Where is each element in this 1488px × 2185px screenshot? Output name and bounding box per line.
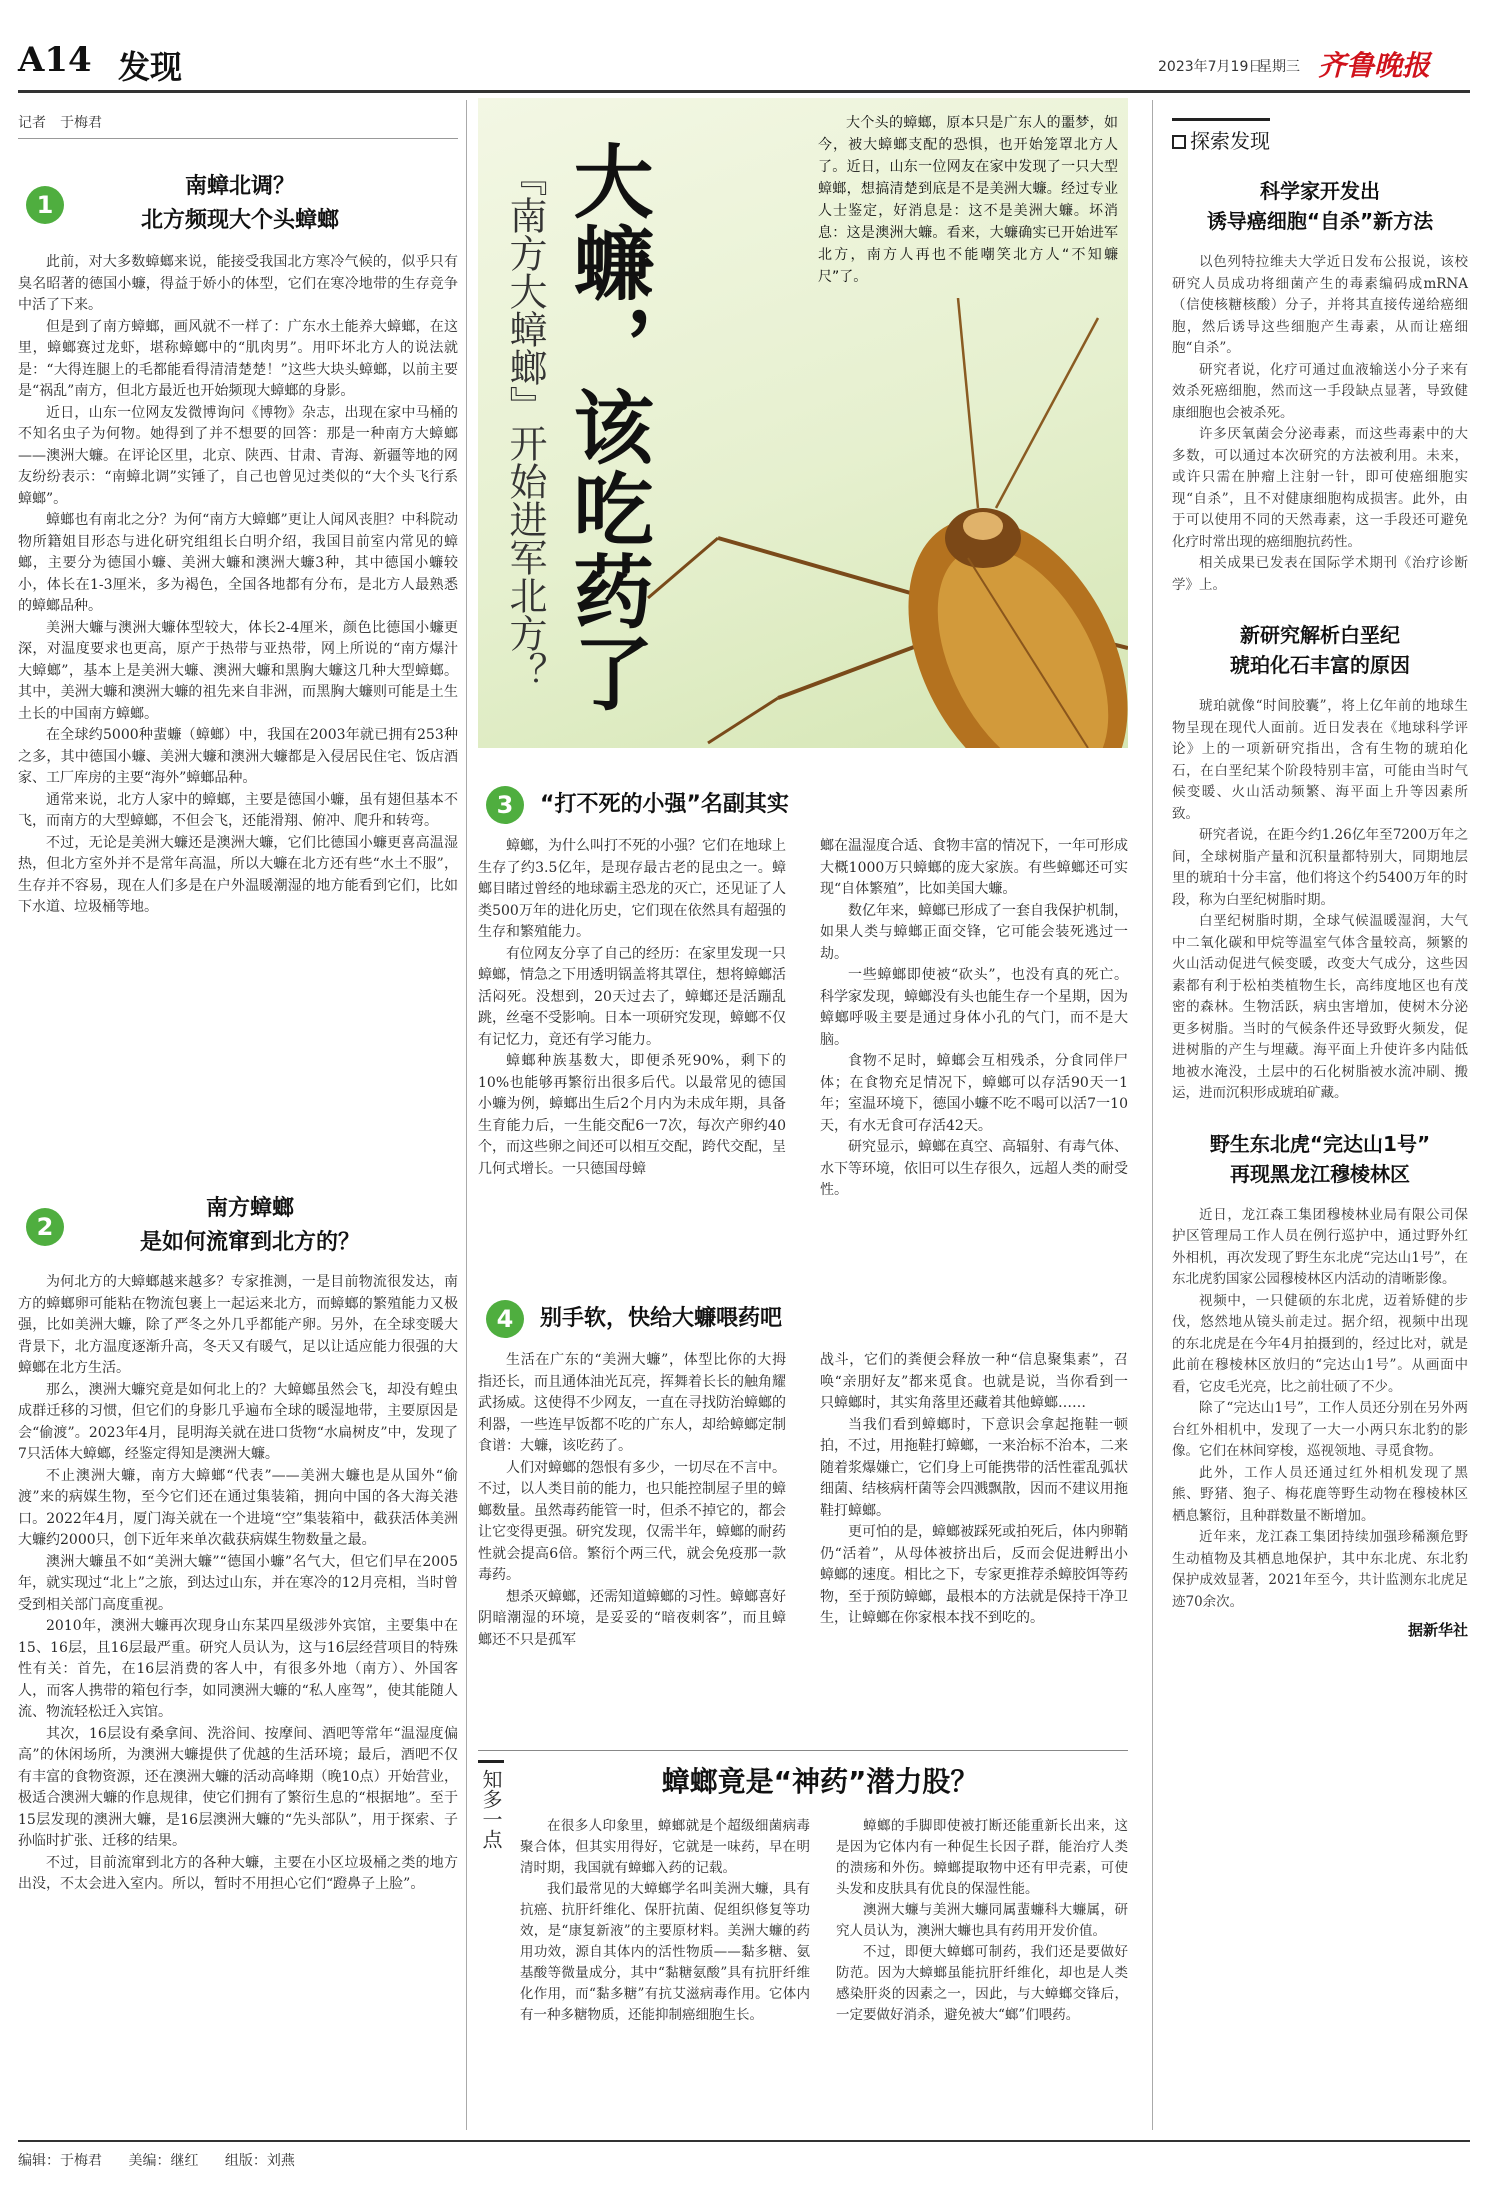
paragraph: 蟑螂的手脚即使被打断还能重新长出来，这是因为它体内有一种促生长因子群，能治疗人类的溃疡和外伤。蟑螂提取物中还有甲壳素，可使头发和皮肤具有优良的保湿性能。 (836, 1818, 1128, 1897)
paragraph: 但是到了南方蟑螂，画风就不一样了：广东水土能养大蟑螂，在这里，蟑螂赛过龙虾，堪称蟑螂中的“肌肉男”。用吓坏北方人的说法就是：“大得连腿上的毛都能看得清清楚楚！”这些大块头蟑螂，以前主要是“祸乱”南方，但北方最近也开始频现大蟑螂的身影。 (18, 318, 458, 399)
paragraph: 通常来说，北方人家中的蟑螂，主要是德国小蠊，虽有翅但基本不飞，而南方的大型蟑螂，不但会飞，还能滑翔、俯冲、爬升和转弯。 (18, 791, 458, 829)
paragraph: 蟑螂种族基数大，即便杀死90%，剩下的10%也能够再繁衍出很多后代。以最常见的德国小蠊为例，蟑螂出生后2个月内为未成年期，具备生育能力后，一生能交配6一7次，每次产卵约40个，而这些卵之间还可以相互交配，跨代交配，呈几何式增长。一只德国母蟑 (478, 1053, 786, 1177)
paragraph: 不过，即便大蟑螂可制药，我们还是要做好防范。因为大蟑螂虽能抗肝纤维化，却也是人类感染肝炎的因素之一，因此，与大蟑螂交锋后，一定要做好消杀，避免被大“螂”们喂药。 (836, 1944, 1128, 2023)
paragraph: 视频中，一只健硕的东北虎，迈着矫健的步伐，悠然地从镜头前走过。据介绍，视频中出现的东北虎是在今年4月拍摄到的，经过比对，就是此前在穆棱林区放归的“完达山1号”。从画面中看，它皮毛光亮，比之前壮硕了不少。 (1172, 1292, 1468, 1395)
paragraph: 近日，龙江森工集团穆棱林业局有限公司保护区管理局工作人员在例行巡护中，通过野外红外相机，再次发现了野生东北虎“完达山1号”，在东北虎豹国家公园穆棱林区内活动的清晰影像。 (1172, 1206, 1468, 1287)
issue-weekday: 星期三 (1258, 59, 1300, 75)
byline: 记者 于梅君 (18, 115, 102, 131)
footer (18, 2150, 295, 2170)
zhiduo-top-rule (478, 1750, 1128, 1751)
article-2-title-line1: 新研究解析白垩纪 (1240, 623, 1400, 647)
masthead (18, 40, 1470, 86)
paragraph: 蟑螂，为什么叫打不死的小强？它们在地球上生存了约3.5亿年，是现存最古老的昆虫之一。蟑螂目睹过曾经的地球霸主恐龙的灭亡，还见证了人类500万年的进化历史，它们现在依然具有超强的生存和繁殖能力。 (478, 838, 786, 940)
byline-rule (18, 138, 458, 139)
paragraph: 研究者说，在距今约1.26亿年至7200万年之间，全球树脂产量和沉积量都特别大，同期地层里的琥珀十分丰富，他们将这个约5400万年的时段，称为白垩纪树脂时期。 (1172, 827, 1468, 908)
zhiduo-col-b (836, 1816, 1128, 2026)
paragraph: 澳洲大蠊与美洲大蠊同属蜚蠊科大蠊属，研究人员认为，澳洲大蠊也具有药用开发价值。 (836, 1902, 1128, 1939)
paragraph: 研究显示，蟑螂在真空、高辐射、有毒气体、水下等环境，依旧可以生存很久，远超人类的耐受性。 (820, 1139, 1128, 1198)
article-1-title-line1: 科学家开发出 (1260, 179, 1380, 203)
article-3-title (1172, 1129, 1468, 1189)
paragraph: 此前，对大多数蟑螂来说，能接受我国北方寒冷气候的，似乎只有臭名昭著的德国小蠊，得益于娇小的体型，它们在寒冷地带的生存竞争中活了下来。 (18, 254, 458, 313)
article-1-title-line2: 诱导癌细胞“自杀”新方法 (1206, 209, 1434, 233)
paragraph: 当我们看到蟑螂时，下意识会拿起拖鞋一顿拍，不过，用拖鞋打蟑螂，一来治标不治本，二来随着浆爆嫌亡，它们身上可能携带的活性霍乱弧状细菌、结核病杆菌等会四溅飘散，因而不建议用拖鞋打蟑螂。 (820, 1416, 1128, 1519)
issue-date: 2023年7月19日 (1158, 59, 1263, 75)
section-3-col-b (820, 836, 1128, 1202)
section-1-body (18, 252, 458, 919)
masthead-rule (18, 90, 1470, 93)
paragraph: 一些蟑螂即使被“砍头”，也没有真的死亡。科学家发现，蟑螂没有头也能生存一个星期，因为蟑螂呼吸主要是通过身体小孔的气门，而不是大脑。 (820, 967, 1128, 1048)
paragraph: 研究者说，化疗可通过血液输送小分子来有效杀死癌细胞，然而这一手段缺点显著，导致健康细胞也会被杀死。 (1172, 361, 1468, 421)
paragraph: 此外，工作人员还通过红外相机发现了黑熊、野猪、狍子、梅花鹿等野生动物在穆棱林区栖息繁衍，且种群数量不断增加。 (1172, 1464, 1468, 1524)
article-2-title-line2: 琥珀化石丰富的原因 (1230, 653, 1410, 677)
section-1-heading (80, 170, 400, 238)
paragraph: 2010年，澳洲大蠊再次现身山东某四星级涉外宾馆，主要集中在15、16层，且16层最严重。研究人员认为，这与16层经营项目的特殊性有关：首先，在16层消费的客人中，有很多外地（南方）、外国客人，而客人携带的箱包行李，如同澳洲大蠊的“私人座驾”，使其能随人流、物流轻松迁入宾馆。 (18, 1618, 458, 1720)
paragraph: 人们对蟑螂的怨恨有多少，一切尽在不言中。不过，以人类目前的能力，也只能控制屋子里的蟑螂数量。虽然毒药能管一时，但杀不掉它的，都会让它变得更强。研究发现，仅需半年，蟑螂的耐药性就会提高6倍。繁衍个两三代，就会免疫那一款毒药。 (478, 1459, 786, 1583)
paragraph: 美洲大蠊与澳洲大蠊体型较大，体长2-4厘米，颜色比德国小蠊更深，对温度要求也更高，原产于热带与亚热带，网上所说的“南方爆汁大蟑螂”，基本上是美洲大蠊、澳洲大蠊和黑胸大蠊这几种大型蟑螂。其中，美洲大蠊和澳洲大蠊的祖先来自非洲，而黑胸大蠊则可能是土生土长的中国南方蟑螂。 (18, 619, 458, 722)
paragraph: 螂在温湿度合适、食物丰富的情况下，一年可形成大概1000万只蟑螂的庞大家族。有些蟑螂还可实现“自体繁殖”，比如美国大蠊。 (820, 838, 1128, 897)
right-column-label-icon (1172, 135, 1186, 149)
paragraph: 生活在广东的“美洲大蠊”，体型比你的大拇指还长，而且通体油光瓦亮，挥舞着长长的触角耀武扬威。这使得不少网友，一直在寻找防治蟑螂的利器，一些连早饭都不吃的广东人，却给蟑螂定制食谱：大蠊，该吃药了。 (478, 1352, 786, 1454)
paragraph: 更可怕的是，蟑螂被踩死或拍死后，体内卵鞘仍“活着”，从母体被挤出后，反而会促进孵出小蟑螂的速度。相比之下，专家更推荐杀蟑胶饵等药物，至于预防蟑螂，最根本的方法就是保持干净卫生，让蟑螂在你家根本找不到吃的。 (820, 1524, 1128, 1626)
paragraph: 相关成果已发表在国际学术期刊《治疗诊断学》上。 (1172, 555, 1468, 593)
footer-rule (18, 2140, 1470, 2142)
paragraph: 食物不足时，蟑螂会互相残杀，分食同伴尸体；在食物充足情况下，蟑螂可以存活90天一1年；室温环境下，德国小蠊不吃不喝可以活7一10天，有水无食可存活42天。 (820, 1053, 1128, 1134)
article-3-title-line2: 再现黑龙江穆棱林区 (1230, 1161, 1410, 1186)
cockroach-illustration (628, 298, 1128, 748)
article-1-title (1172, 176, 1468, 236)
section-2-body (18, 1272, 458, 1896)
paragraph: 蟑螂也有南北之分？为何“南方大蟑螂”更让人闻风丧胆？中科院动物所籍姐目形态与进化研究组组长白明介绍，我国目前室内常见的蟑螂，主要分为德国小蠊、美洲大蠊和澳洲大蠊3种，其中德国小蠊较小，体长在1-3厘米，多为褐色，全国各地都有分布，是北方人最熟悉的蟑螂品种。 (18, 512, 458, 614)
zhiduo-title: 蟑螂竟是“神药”潜力股？ (661, 1765, 979, 1798)
paragraph: 想杀灭蟑螂，还需知道蟑螂的习性。蟑螂喜好阴暗潮湿的环境，是妥妥的“暗夜刺客”，而且蟑螂还不只是孤军 (478, 1588, 786, 1648)
paragraph: 在很多人印象里，蟑螂就是个超级细菌病毒聚合体，但其实用得好，它就是一味药，早在明清时期，我国就有蟑螂入药的记载。 (520, 1818, 810, 1876)
right-column-label (1172, 118, 1270, 154)
paragraph: 有位网友分享了自己的经历：在家里发现一只蟑螂，情急之下用透明锅盖将其罩住，想将蟑螂活活闷死。没想到，20天过去了，蟑螂还是活蹦乱跳，丝毫不受影响。日本一项研究发现，蟑螂不仅有记忆力，竟还有学习能力。 (478, 945, 786, 1048)
zhiduo-label: 知多一点 (478, 1760, 504, 1849)
section-name: 发现 (118, 48, 183, 86)
footer-designer: 美编：继红 (128, 2153, 199, 2169)
section-4-badge: 4 (486, 1300, 524, 1338)
feature-box (478, 98, 1128, 748)
paragraph: 为何北方的大蟑螂越来越多？专家推测，一是目前物流很发达，南方的蟑螂卵可能粘在物流包裹上一起运来北方，而蟑螂的繁殖能力又极强，比如美洲大蠊，除了严冬之外几乎都能产卵。另外，在全球变暖大背景下，北方温度逐渐升高，冬天又有暖气，足以让适应能力很强的大蟑螂在北方生活。 (18, 1274, 458, 1376)
paragraph: 澳洲大蠊虽不如“美洲大蠊”“德国小蠊”名气大，但它们早在2005年，就实现过“北上”之旅，到达过山东，并在寒冷的12月亮相，当时曾受到相关部门高度重视。 (18, 1553, 458, 1613)
section-3-badge: 3 (486, 786, 524, 824)
feature-lead: 大个头的蟑螂，原本只是广东人的噩梦，如今，被大蟑螂支配的恐惧，也开始笼罩北方人了。近日，山东一位网友在家中发现了一只大型蟑螂，想搞清楚到底是不是美洲大蠊。经过专业人士鉴定，好消息是：这不是美洲大蠊。坏消息：这是澳洲大蠊。看来，大蠊确实已开始进军北方，南方人再也不能嘲笑北方人“不知蠊尺”了。 (818, 115, 1118, 285)
section-3-col-a (478, 836, 786, 1180)
section-2-heading (80, 1192, 420, 1260)
section-4-col-a (478, 1350, 786, 1651)
paragraph: 琥珀就像“时间胶囊”，将上亿年前的地球生物呈现在现代人面前。近日发表在《地球科学评论》上的一项新研究指出，含有生物的琥珀化石，在白垩纪某个阶段特别丰富，可能由当时气候变暖、火山活动频繁、海平面上升等因素所致。 (1172, 698, 1468, 822)
zhiduo-col-a (520, 1816, 810, 2026)
paragraph: 在全球约5000种蜚蠊（蟑螂）中，我国在2003年就已拥有253种之多，其中德国小蠊、美洲大蠊和澳洲大蠊都是入侵居民住宅、饭店酒家、工厂库房的主要“海外”蟑螂品种。 (18, 727, 458, 786)
article-2-title (1172, 620, 1468, 680)
paragraph: 数亿年来，蟑螂已形成了一套自我保护机制，如果人类与蟑螂正面交锋，它可能会装死逃过一劫。 (820, 902, 1128, 962)
paragraph: 近日，山东一位网友发微博询问《博物》杂志，出现在家中马桶的不知名虫子为何物。她得到了并不想要的回答：那是一种南方大蟑螂——澳洲大蠊。在评论区里，北京、陕西、甘肃、青海、新疆等地的网友纷纷表示：“南蟑北调”实锤了，自己也曾见过类似的“大个头飞行系蟑螂”。 (18, 404, 458, 507)
section-3-heading: “打不死的小强”名副其实 (540, 792, 789, 817)
footer-editor: 编辑：于梅君 (18, 2153, 102, 2169)
paper-logo: 齐鲁晚报 (1318, 49, 1431, 82)
paragraph: 战斗，它们的粪便会释放一种“信息聚集素”，召唤“亲朋好友”都来觅食。也就是说，当你看到一只蟑螂时，其实角落里还藏着其他蟑螂…… (820, 1352, 1128, 1411)
right-column (1172, 118, 1468, 1640)
section-1-heading-line1: 南蟑北调？ (184, 174, 295, 199)
paragraph: 不过，无论是美洲大蠊还是澳洲大蠊，它们比德国小蠊更喜高温湿热，但北方室外并不是常年高温，所以大蠊在北方还有些“水土不服”，生存并不容易，现在人们多是在户外温暖潮湿的地方能看到它们，比如下水道、垃圾桶等地。 (18, 834, 458, 915)
article-3-body (1172, 1205, 1468, 1614)
column-divider-left (466, 100, 467, 2130)
article-source: 据新华社 (1407, 1621, 1468, 1639)
paragraph: 其次，16层设有桑拿间、洗浴间、按摩间、酒吧等常年“温湿度偏高”的休闲场所，为澳洲大蠊提供了优越的生活环境；最后，酒吧不仅有丰富的食物资源，还在澳洲大蠊的活动高峰期（晚10点）开始营业，极适合澳洲大蠊的作息规律，使它们拥有了繁衍生息的“根据地”。至于15层发现的澳洲大蠊，是16层澳洲大蠊的“先头部队”，用于探索、子孙临时扩张、迁移的结果。 (18, 1725, 458, 1849)
paragraph: 那么，澳洲大蠊究竟是如何北上的？大蟑螂虽然会飞，却没有蝗虫成群迁移的习惯，但它们的身影几乎遍布全球的暖湿地带，主要原因是会“偷渡”。2023年4月，昆明海关就在进口货物“水扁树皮”中，发现了7只活体大蟑螂，经鉴定得知是澳洲大蠊。 (18, 1381, 458, 1462)
right-column-label-text: 探索发现 (1190, 129, 1270, 153)
section-1-heading-line2: 北方频现大个头蟑螂 (140, 208, 339, 233)
page-label: A14 (18, 40, 92, 80)
footer-proof: 组版：刘燕 (224, 2153, 295, 2169)
feature-title: 大蠊，该吃药了 (560, 140, 653, 714)
paragraph: 除了“完达山1号”，工作人员还分别在另外两台红外相机中，发现了一大一小两只东北豹的影像。它们在林间穿梭，巡视领地、寻觅食物。 (1172, 1400, 1468, 1459)
paragraph: 白垩纪树脂时期，全球气候温暖湿润，大气中二氧化碳和甲烷等温室气体含量较高，频繁的火山活动促进气候变暖，改变大气成分，这些因素都有利于松柏类植物生长，高纬度地区也有茂密的森林。生物活跃，病虫害增加，使树木分泌更多树脂。当时的气候条件还导致野火频发，促进树脂的产生与埋藏。海平面上升使许多内陆低地被水淹没，土层中的石化树脂被水流冲刷、搬运，进而沉积形成琥珀矿藏。 (1172, 913, 1468, 1101)
paragraph: 不止澳洲大蠊，南方大蟑螂“代表”——美洲大蠊也是从国外“偷渡”来的病媒生物，至今它们还在通过集装箱，拥向中国的各大海关港口。2022年4月，厦门海关就在一个进境“空”集装箱中，截获活体美洲大蠊约2000只，创下近年来单次截获病媒生物数量之最。 (18, 1467, 458, 1548)
article-3-title-line1: 野生东北虎“完达山1号” (1209, 1131, 1431, 1156)
feature-subtitle: 『南方大蟑螂』开始进军北方？ (503, 158, 547, 690)
paragraph: 许多厌氧菌会分泌毒素，而这些毒素中的大多数，可以通过本次研究的方法被利用。未来，或许只需在肿瘤上注射一针，即可使癌细胞实现“自杀”，且不对健康细胞构成损害。此外，由于可以使用不同的天然毒素，这一手段还可避免化疗时常出现的癌细胞抗药性。 (1172, 426, 1468, 550)
article-2-body (1172, 696, 1468, 1105)
article-1-body (1172, 252, 1468, 596)
paragraph: 近年来，龙江森工集团持续加强珍稀濒危野生动植物及其栖息地保护，其中东北虎、东北豹保护成效显著，2021年至今，共计监测东北虎足迹70余次。 (1172, 1529, 1468, 1610)
paragraph: 以色列特拉维夫大学近日发布公报说，该校研究人员成功将细菌产生的毒素编码成mRNA（信使核糖核酸）分子，并将其直接传递给癌细胞，然后诱导这些细胞产生毒素，从而让癌细胞“自杀”。 (1172, 254, 1468, 356)
paragraph: 不过，目前流窜到北方的各种大蠊，主要在小区垃圾桶之类的地方出没，不太会进入室内。所以，暂时不用担心它们“蹬鼻子上脸”。 (18, 1854, 458, 1892)
section-2-heading-line2: 是如何流窜到北方的？ (139, 1230, 360, 1255)
paragraph: 我们最常见的大蟑螂学名叫美洲大蠊，具有抗癌、抗肝纤维化、保肝抗菌、促组织修复等功效，是“康复新液”的主要原材料。美洲大蠊的药用功效，源自其体内的活性物质——黏多糖、氨基酸等微量成分，其中“黏糖氨酸”具有抗肝纤维化作用，而“黏多糖”有抗艾滋病毒作用。它体内有一种多糖物质，还能抑制癌细胞生长。 (520, 1881, 810, 2023)
section-4-heading: 别手软，快给大蠊喂药吧 (540, 1306, 783, 1331)
section-2-badge: 2 (26, 1208, 64, 1246)
section-1-badge: 1 (26, 186, 64, 224)
section-2-heading-line1: 南方蟑螂 (205, 1196, 294, 1221)
section-4-col-b (820, 1350, 1128, 1630)
column-divider-right (1152, 100, 1153, 2130)
